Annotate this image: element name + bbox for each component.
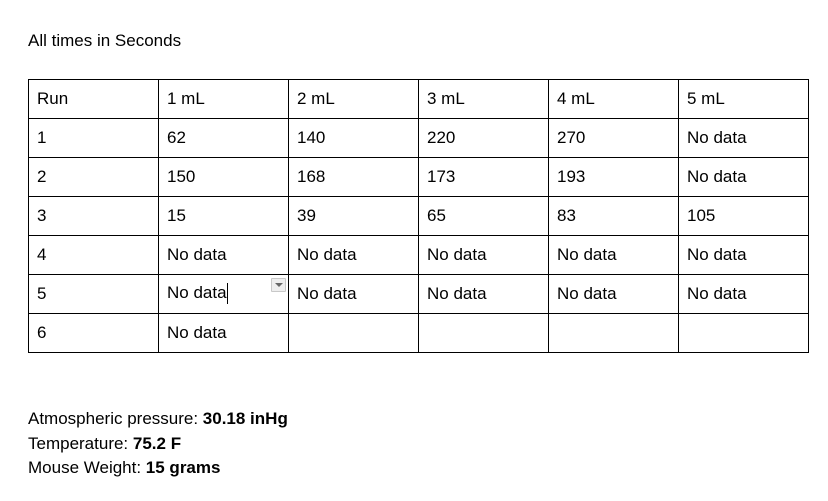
table-cell[interactable]: 220 bbox=[419, 119, 549, 158]
temperature-label: Temperature: bbox=[28, 433, 133, 453]
table-cell[interactable]: No data bbox=[289, 236, 419, 275]
header-cell[interactable]: 1 mL bbox=[159, 80, 289, 119]
table-cell[interactable]: No data bbox=[159, 236, 289, 275]
table-cell[interactable]: 65 bbox=[419, 197, 549, 236]
table-header-row bbox=[29, 80, 809, 119]
table-cell[interactable] bbox=[419, 314, 549, 353]
table-cell[interactable]: No data bbox=[419, 275, 549, 314]
table-cell[interactable]: No data bbox=[419, 236, 549, 275]
table-row bbox=[29, 314, 809, 353]
table-cell[interactable]: 193 bbox=[549, 158, 679, 197]
times-table bbox=[28, 79, 809, 353]
table-cell[interactable]: 62 bbox=[159, 119, 289, 158]
header-cell[interactable]: 2 mL bbox=[289, 80, 419, 119]
table-cell[interactable]: 1 bbox=[29, 119, 159, 158]
table-row bbox=[29, 275, 809, 314]
table-cell[interactable]: 15 bbox=[159, 197, 289, 236]
table-cell[interactable]: No data bbox=[679, 275, 809, 314]
table-cell[interactable]: 39 bbox=[289, 197, 419, 236]
measurement-notes bbox=[28, 407, 288, 481]
table-row bbox=[29, 236, 809, 275]
table-cell[interactable]: 4 bbox=[29, 236, 159, 275]
table-cell[interactable]: No data bbox=[679, 119, 809, 158]
pressure-line bbox=[28, 407, 288, 432]
active-table-cell[interactable] bbox=[159, 275, 289, 314]
table-row bbox=[29, 197, 809, 236]
table-cell[interactable] bbox=[679, 314, 809, 353]
table-cell[interactable]: 140 bbox=[289, 119, 419, 158]
table-cell[interactable]: 6 bbox=[29, 314, 159, 353]
chevron-down-icon bbox=[275, 283, 283, 287]
table-cell[interactable]: 150 bbox=[159, 158, 289, 197]
table-cell[interactable]: 5 bbox=[29, 275, 159, 314]
page-heading: All times in Seconds bbox=[28, 31, 182, 50]
table-cell[interactable]: No data bbox=[289, 275, 419, 314]
table-cell[interactable]: No data bbox=[159, 314, 289, 353]
table-cell[interactable]: 173 bbox=[419, 158, 549, 197]
table-cell[interactable] bbox=[549, 314, 679, 353]
table-cell[interactable]: 270 bbox=[549, 119, 679, 158]
weight-line bbox=[28, 456, 288, 481]
weight-label: Mouse Weight: bbox=[28, 458, 146, 477]
table-row bbox=[29, 119, 809, 158]
header-cell[interactable]: 5 mL bbox=[679, 80, 809, 119]
header-cell[interactable]: 4 mL bbox=[549, 80, 679, 119]
header-cell[interactable]: 3 mL bbox=[419, 80, 549, 119]
cell-dropdown-button[interactable] bbox=[271, 278, 286, 292]
table-cell[interactable]: No data bbox=[679, 236, 809, 275]
table-cell[interactable]: 2 bbox=[29, 158, 159, 197]
pressure-label: Atmospheric pressure: bbox=[28, 409, 203, 428]
table-cell[interactable]: 105 bbox=[679, 197, 809, 236]
cell-text: No data bbox=[167, 283, 227, 303]
weight-value: 15 grams bbox=[145, 458, 221, 477]
table-cell[interactable]: No data bbox=[679, 158, 809, 197]
table-cell[interactable]: 168 bbox=[289, 158, 419, 197]
table-cell[interactable]: 83 bbox=[549, 197, 679, 236]
header-cell[interactable]: Run bbox=[29, 80, 159, 119]
table-cell[interactable] bbox=[289, 314, 419, 353]
table-cell[interactable]: No data bbox=[549, 236, 679, 275]
temperature-value: 75.2 F bbox=[132, 433, 182, 453]
text-cursor bbox=[227, 283, 229, 304]
table-row bbox=[29, 158, 809, 197]
pressure-value: 30.18 inHg bbox=[202, 409, 288, 428]
temperature-line bbox=[28, 432, 288, 457]
table-cell[interactable]: 3 bbox=[29, 197, 159, 236]
table-cell[interactable]: No data bbox=[549, 275, 679, 314]
